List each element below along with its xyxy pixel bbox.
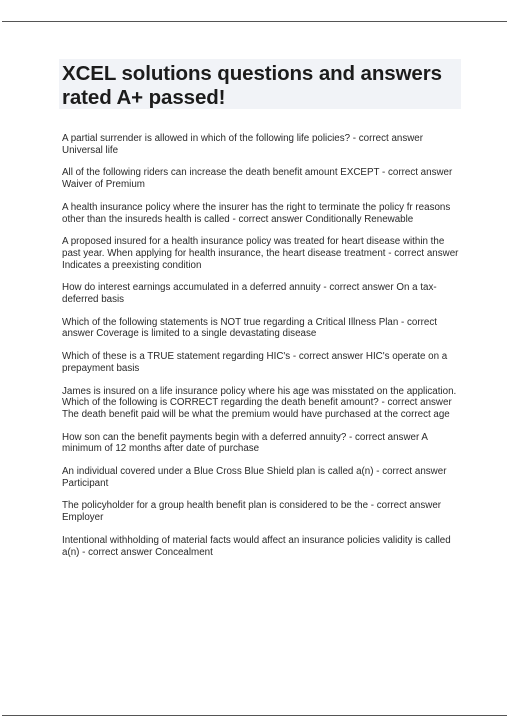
qa-item-9: How son can the benefit payments begin with a deferred annuity? - correct answer A minimum of 12 months after date of purchase — [62, 431, 428, 455]
qa-item-11: The policyholder for a group health benefit plan is considered to be the - correct answer Employer — [62, 500, 442, 524]
qa-item-1: A partial surrender is allowed in which of the following life policies? - correct answer Universal life — [62, 133, 424, 156]
qa-item-5: How do interest earnings accumulated in a deferred annuity - correct answer On a tax-deferred basis — [62, 282, 437, 306]
qa-item-2: All of the following riders can increase the death benefit amount EXCEPT - correct answer Waiver of Premium — [62, 167, 453, 191]
qa-item-3: A health insurance policy where the insurer has the right to terminate the policy fr reasons other than the insureds health is called - correct answer Conditionally Renewable — [62, 201, 451, 225]
bottom-rule — [2, 715, 507, 716]
qa-item-10: An individual covered under a Blue Cross Blue Shield plan is called a(n) - correct answer Participant — [62, 466, 447, 489]
top-rule — [2, 21, 507, 22]
document-title: XCEL solutions questions and answers rated A+ passed! — [62, 62, 442, 109]
qa-item-12: Intentional withholding of material facts would affect an insurance policies validity is called a(n) - correct answer Concealment — [62, 534, 451, 558]
qa-item-7: Which of these is a TRUE statement regarding HIC's - correct answer HIC's operate on a prepayment basis — [62, 351, 448, 374]
qa-item-4: A proposed insured for a health insurance policy was treated for heart disease within the past year. When applying for health insurance, the heart disease treatment - correct answer Indicates a preexisting condition — [62, 236, 459, 271]
qa-item-6: Which of the following statements is NOT true regarding a Critical Illness Plan - correct answer Coverage is limited to a single devastating disease — [62, 316, 437, 340]
qa-list — [62, 133, 460, 569]
qa-item-8: James is insured on a life insurance policy where his age was misstated on the application. Which of the following is CORRECT regarding the death benefit amount? - correct answer The death benefit paid will be what the premium would have purchased at the correct age — [62, 385, 457, 420]
